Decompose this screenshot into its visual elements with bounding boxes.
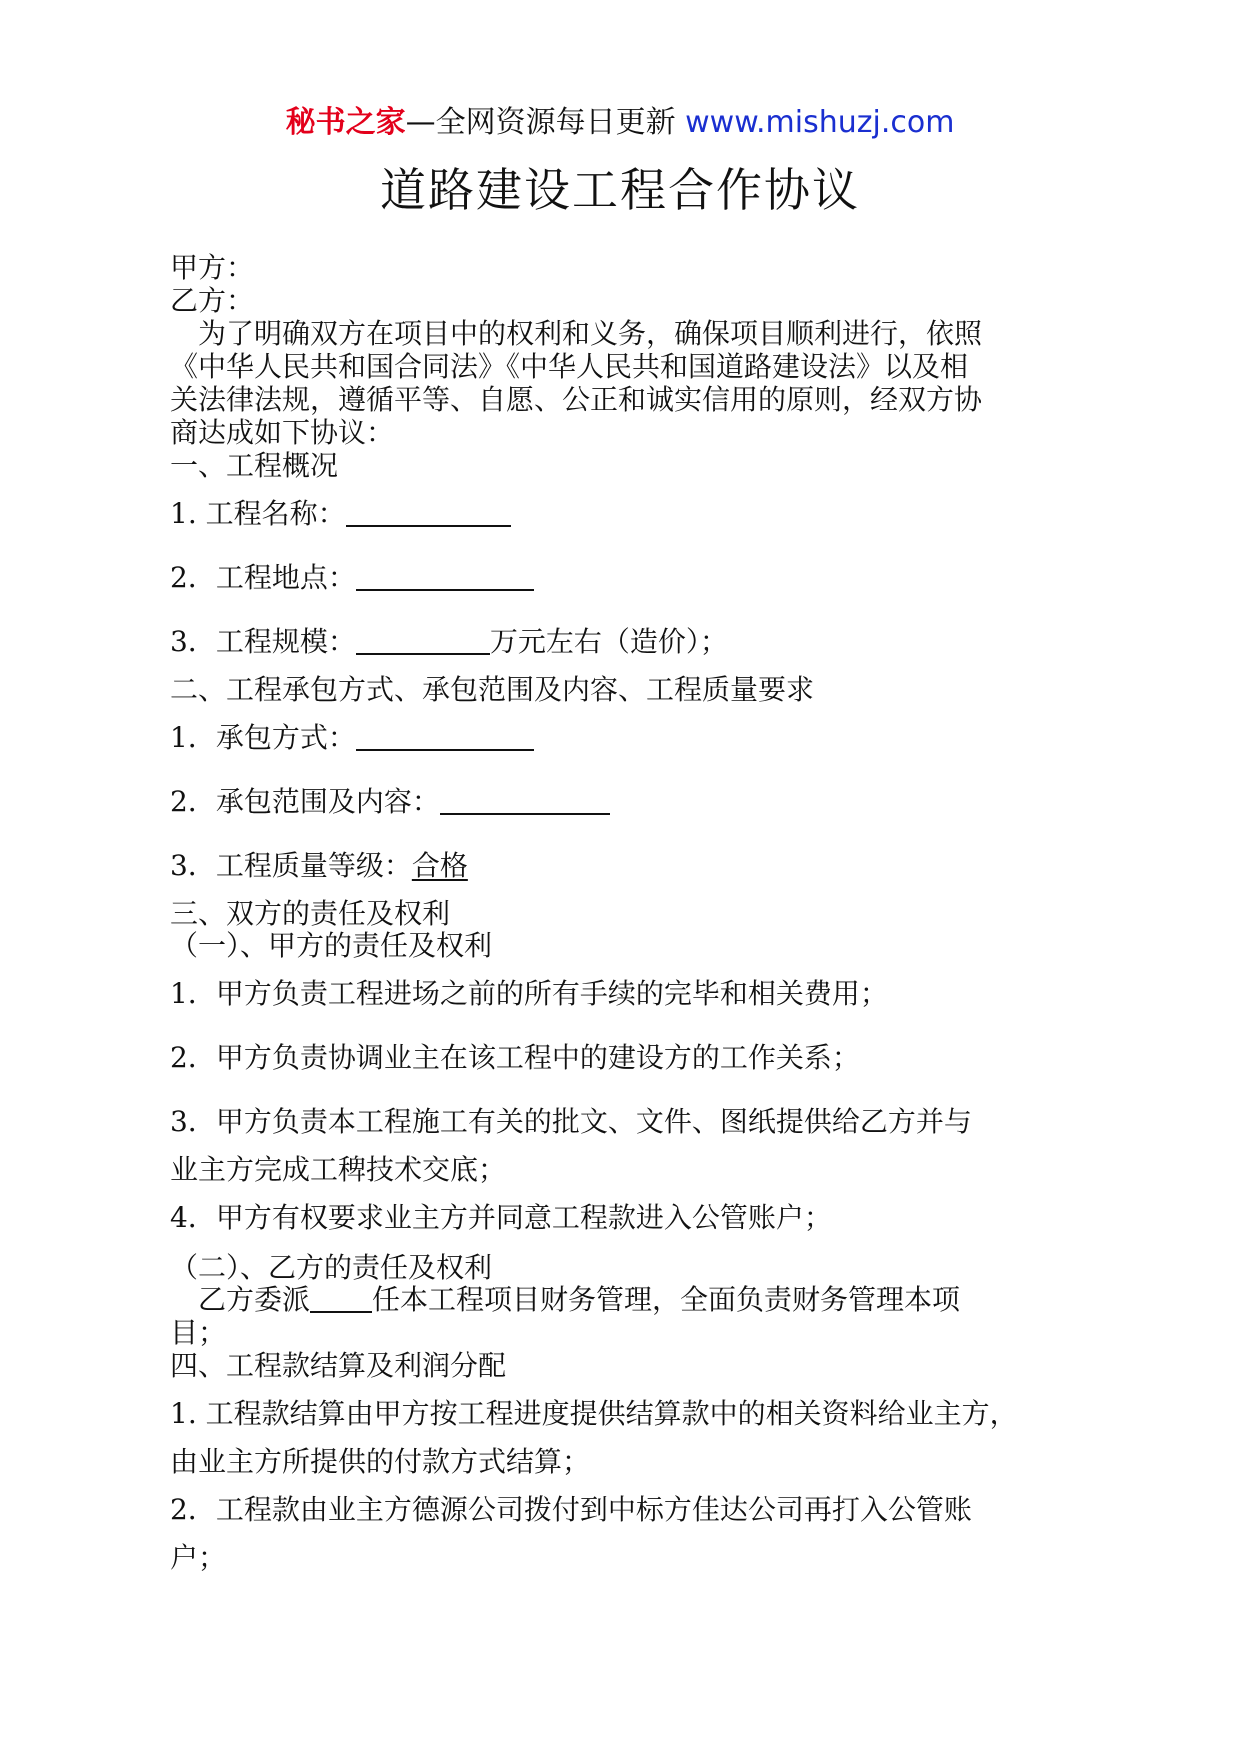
- item-label: 1. 工程名称：: [170, 497, 346, 530]
- project-location-blank: [356, 561, 534, 591]
- preamble-line: 关法律法规，遵循平等、自愿、公正和诚实信用的原则，经双方协: [170, 383, 983, 416]
- section-heading: 三、双方的责任及权利: [170, 897, 451, 930]
- appointment-suffix: 任本工程项目财务管理，全面负责财务管理本项: [372, 1283, 961, 1316]
- subsection-heading: （二）、乙方的责任及权利: [170, 1251, 493, 1284]
- item-label: 3．工程质量等级：: [170, 849, 412, 882]
- list-item: 1. 工程款结算由甲方按工程进度提供结算款中的相关资料给业主方，: [170, 1397, 1018, 1430]
- appointee-blank: [310, 1283, 372, 1313]
- section-heading: 一、工程概况: [170, 449, 339, 482]
- preamble-line: 为了明确双方在项目中的权利和义务，确保项目顺利进行，依照: [170, 317, 983, 350]
- item-label: 3．工程规模：: [170, 625, 356, 658]
- party-a-label: 甲方：: [170, 251, 255, 284]
- project-scale-item: [170, 624, 728, 660]
- brand-name: 秘书之家: [285, 105, 406, 140]
- project-name-item: [170, 496, 511, 532]
- header-tagline: —全网资源每日更新: [405, 105, 686, 140]
- item-label: 2．工程地点：: [170, 561, 356, 594]
- contract-scope-item: [170, 784, 610, 820]
- list-item-continuation: 业主方完成工稗技术交底；: [170, 1153, 507, 1186]
- quality-level-value: 合格: [411, 849, 468, 882]
- party-b-appointment: [170, 1282, 960, 1318]
- site-url-link[interactable]: www.mishuzj.com: [685, 105, 955, 140]
- list-item: 2．工程款由业主方德源公司拨付到中标方佳达公司再打入公管账: [170, 1493, 972, 1526]
- item-suffix: 万元左右（造价）；: [489, 625, 728, 658]
- project-location-item: [170, 560, 534, 596]
- contract-method-item: [170, 720, 534, 756]
- list-item: 3．甲方负责本工程施工有关的批文、文件、图纸提供给乙方并与: [170, 1105, 972, 1138]
- subsection-heading: （一）、甲方的责任及权利: [170, 929, 493, 962]
- list-item: 2．甲方负责协调业主在该工程中的建设方的工作关系；: [170, 1041, 860, 1074]
- preamble-line: 《中华人民共和国合同法》《中华人民共和国道路建设法》以及相: [170, 350, 969, 383]
- list-item-continuation: 户；: [170, 1541, 227, 1574]
- section-heading: 二、工程承包方式、承包范围及内容、工程质量要求: [170, 673, 815, 706]
- project-scale-blank: [356, 625, 490, 655]
- contract-scope-blank: [440, 785, 610, 815]
- list-item: 1．甲方负责工程进场之前的所有手续的完毕和相关费用；: [170, 977, 888, 1010]
- quality-level-item: [170, 848, 468, 884]
- document-title: 道路建设工程合作协议: [380, 163, 860, 217]
- item-label: 1．承包方式：: [170, 721, 356, 754]
- contract-method-blank: [356, 721, 534, 751]
- project-name-blank: [346, 497, 511, 527]
- section-heading: 四、工程款结算及利润分配: [170, 1349, 507, 1382]
- site-header: [0, 103, 1240, 143]
- item-label: 2．承包范围及内容：: [170, 785, 440, 818]
- appointment-continuation: 目；: [170, 1316, 227, 1349]
- list-item-continuation: 由业主方所提供的付款方式结算；: [170, 1445, 591, 1478]
- preamble-line: 商达成如下协议：: [170, 416, 395, 449]
- appointment-prefix: 乙方委派: [170, 1283, 311, 1316]
- party-b-label: 乙方：: [170, 284, 255, 317]
- list-item: 4．甲方有权要求业主方并同意工程款进入公管账户；: [170, 1201, 832, 1234]
